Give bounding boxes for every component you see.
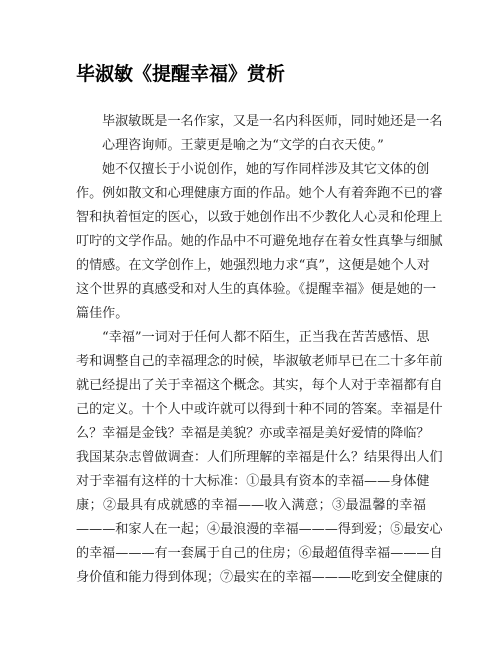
text-line: 智和执着恒定的医心，以致于她创作出不少教化人心灵和伦理上 <box>76 210 443 225</box>
text-line: 作。例如散文和心理健康方面的作品。她个人有着奔跑不已的睿 <box>76 186 443 201</box>
document-body <box>76 110 443 590</box>
text-line: 毕淑敏既是一名作家，又是一名内科医师，同时她还是一名 <box>102 114 443 129</box>
text-line: 的情感。在文学创作上，她强烈地力求“真”，这便是她个人对 <box>76 258 430 273</box>
text-line: 我国某杂志曾做调查：人们所理解的幸福是什么？结果得出人们 <box>76 450 443 465</box>
text-line: 考和调整自己的幸福理念的时候，毕淑敏老师早已在二十多年前 <box>76 354 443 369</box>
paragraph-writing-style <box>76 158 443 326</box>
paragraph-happiness <box>76 326 443 590</box>
text-line: 就已经提出了关于幸福这个概念。其实，每个人对于幸福都有自 <box>76 378 443 393</box>
text-line: “幸福”一词对于任何人都不陌生，正当我在苦苦感悟、思 <box>102 330 430 345</box>
text-line: 这个世界的真感受和对人生的真体验。《提醒幸福》便是她的一 <box>76 282 437 297</box>
text-line: ———和家人在一起；④最浪漫的幸福———得到爱；⑤最安心 <box>76 522 443 537</box>
text-line: 么？幸福是金钱？幸福是美貌？亦或幸福是美好爱情的降临？ <box>76 426 430 441</box>
text-line: 康；②最具有成就感的幸福——收入满意；③最温馨的幸福 <box>76 498 426 513</box>
text-line: 己的定义。十个人中或许就可以得到十种不同的答案。幸福是什 <box>76 402 443 417</box>
text-line: 身价值和能力得到体现；⑦最实在的幸福———吃到安全健康的 <box>76 570 443 585</box>
text-line: 她不仅擅长于小说创作，她的写作同样涉及其它文体的创 <box>102 162 430 177</box>
text-line: 篇佳作。 <box>76 306 129 321</box>
text-line: 叮咛的文学作品。她的作品中不可避免地存在着女性真挚与细腻 <box>76 234 443 249</box>
text-line: 对于幸福有这样的十大标准：①最具有资本的幸福——身体健 <box>76 474 430 489</box>
text-line: 的幸福———有一套属于自己的住房；⑥最超值得幸福———自 <box>76 546 443 561</box>
document-title: 毕淑敏《提醒幸福》赏析 <box>76 63 286 85</box>
text-line: 心理咨询师。王蒙更是喻之为“文学的白衣天使。” <box>102 138 384 153</box>
paragraph-author-intro <box>76 110 443 158</box>
